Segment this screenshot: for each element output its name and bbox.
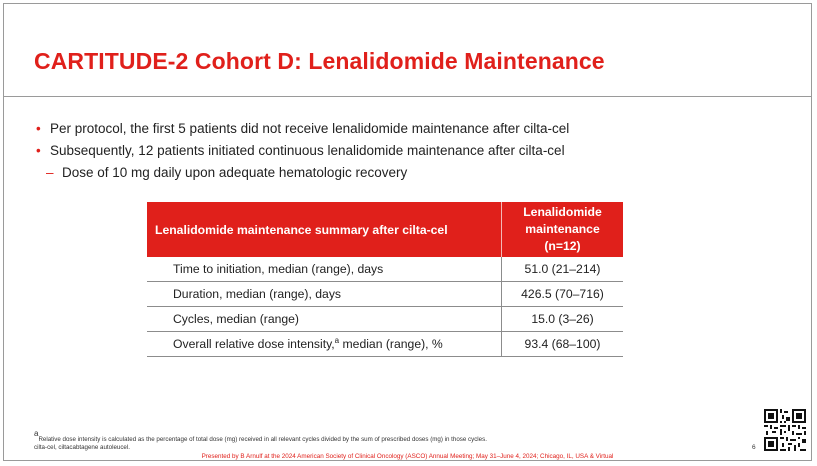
header-value-line: maintenance xyxy=(525,222,600,236)
row-value: 51.0 (21–214) xyxy=(502,257,624,282)
table-row xyxy=(147,307,623,332)
bullet-dot-icon: • xyxy=(36,121,41,136)
title-divider xyxy=(4,96,811,97)
sub-bullet-item xyxy=(36,164,569,184)
bullet-text: Per protocol, the first 5 patients did not receive lenalidomide maintenance after cilta-cel xyxy=(50,121,570,136)
footnote-line: Relative dose intensity is calculated as the percentage of total dose (mg) received in all relevant cycles divided by the sum of prescribed doses (mg) in those cycles. xyxy=(38,436,487,443)
slide-title: CARTITUDE-2 Cohort D: Lenalidomide Maintenance xyxy=(34,48,605,74)
bullet-list xyxy=(36,120,569,184)
slide xyxy=(3,3,812,461)
row-label: Duration, median (range), days xyxy=(147,282,502,307)
row-label: Cycles, median (range) xyxy=(147,307,502,332)
qr-code-icon[interactable] xyxy=(764,409,806,451)
row-label-part: median (range), % xyxy=(339,337,443,351)
row-label xyxy=(147,332,502,357)
table-row xyxy=(147,332,623,357)
row-label: Time to initiation, median (range), days xyxy=(147,257,502,282)
maintenance-summary-table xyxy=(147,202,623,357)
row-value: 93.4 (68–100) xyxy=(502,332,624,357)
table-header-label: Lenalidomide maintenance summary after cilta-cel xyxy=(147,202,502,257)
table-row xyxy=(147,257,623,282)
footnote-marker: a xyxy=(34,429,39,438)
header-value-line: (n=12) xyxy=(544,239,581,253)
bullet-item xyxy=(36,120,569,142)
header-value-line: Lenalidomide xyxy=(523,205,602,219)
bullet-item xyxy=(36,142,569,164)
sub-bullet-text: Dose of 10 mg daily upon adequate hematologic recovery xyxy=(62,165,408,180)
dash-icon: – xyxy=(46,165,54,180)
table-header-row xyxy=(147,202,623,257)
row-value: 426.5 (70–716) xyxy=(502,282,624,307)
footnote-marker: a xyxy=(334,336,340,345)
bullet-text: Subsequently, 12 patients initiated continuous lenalidomide maintenance after cilta-cel xyxy=(50,143,565,158)
table-header-value xyxy=(502,202,624,257)
row-value: 15.0 (3–26) xyxy=(502,307,624,332)
footnote-line: cilta-cel, ciltacabtagene autoleucel. xyxy=(34,444,130,451)
footnote xyxy=(34,429,487,452)
table-row xyxy=(147,282,623,307)
page-number: 6 xyxy=(752,444,756,451)
presented-by-credit: Presented by B Arnulf at the 2024 American Society of Clinical Oncology (ASCO) Annual Meeting; May 31–June 4, 2024; Chicago, IL, USA & Virtual xyxy=(201,453,614,460)
bullet-dot-icon: • xyxy=(36,143,41,158)
row-label-part: Overall relative dose intensity, xyxy=(173,337,335,351)
